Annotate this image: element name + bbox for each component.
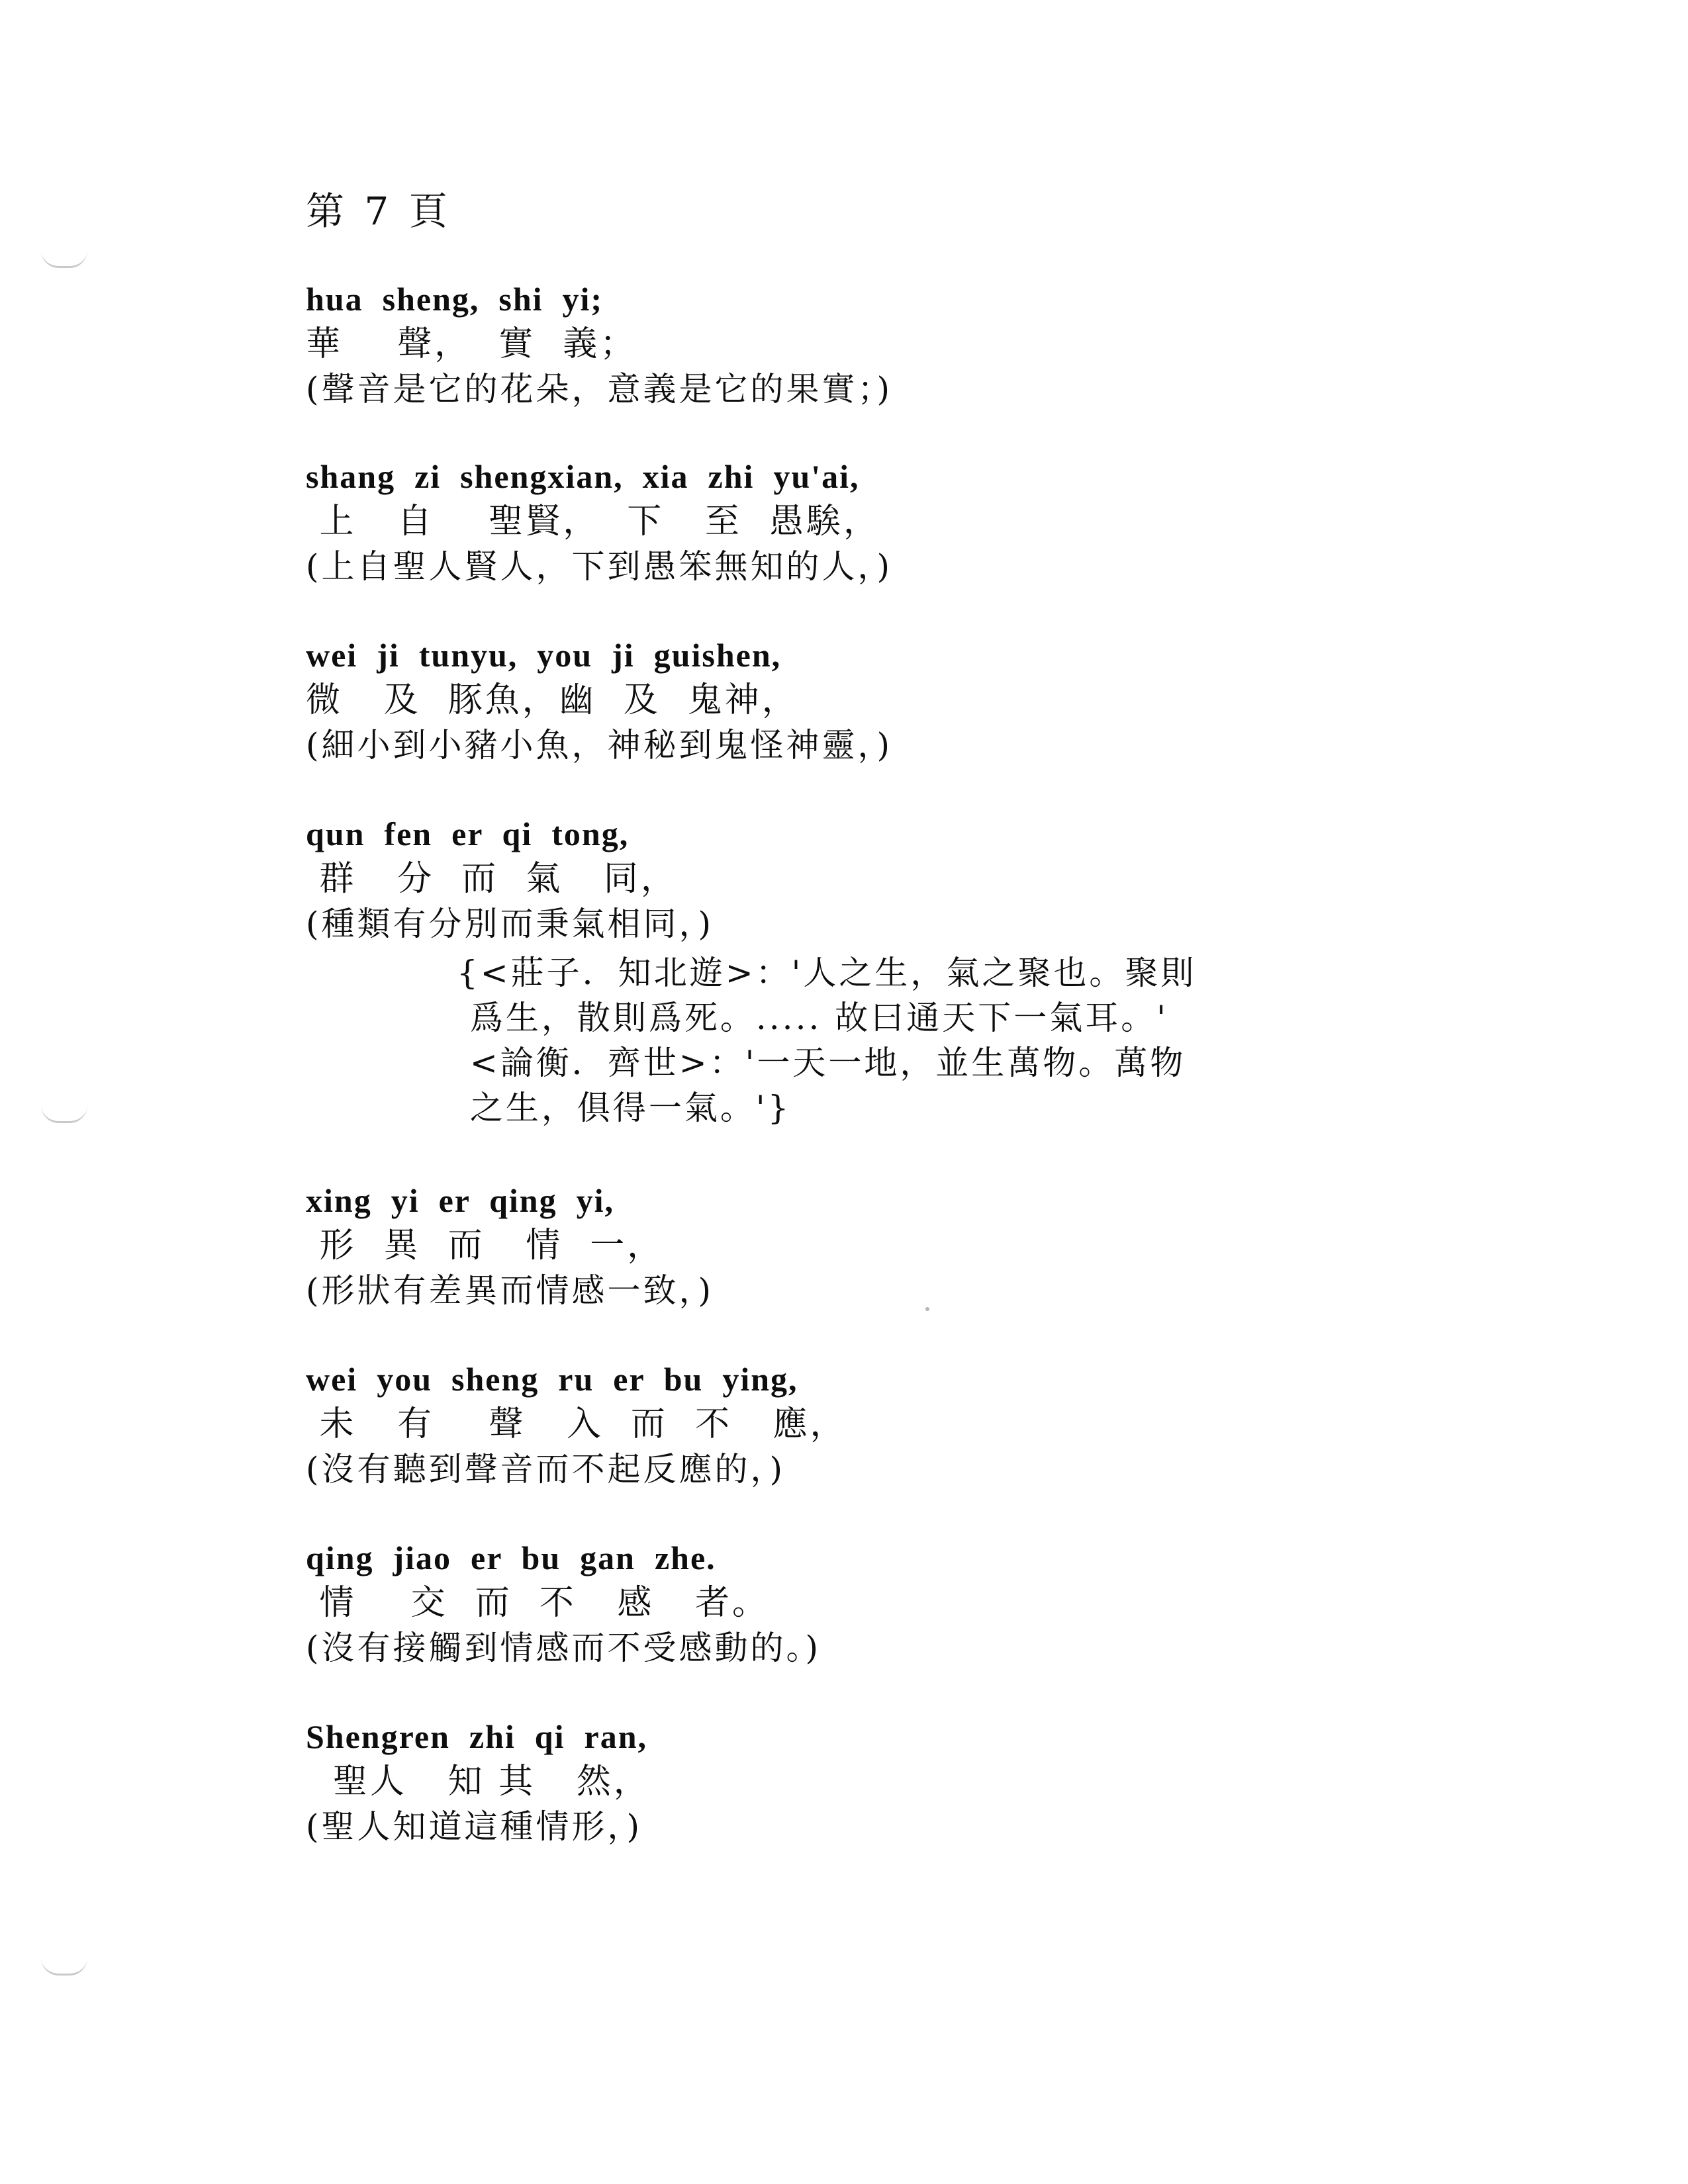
stanza <box>306 454 1497 589</box>
note-line: 爲生，散則爲死。..... 故曰通天下一氣耳。' <box>457 999 1168 1037</box>
translation-line: (上自聖人賢人，下到愚笨無知的人，) <box>306 547 893 586</box>
translation-line: (形狀有差異而情感一致，) <box>306 1271 714 1310</box>
chinese-text-line: 微 及 豚魚，幽 及 鬼神， <box>306 680 799 720</box>
stanza <box>306 1178 1497 1313</box>
chinese-text-line: 群 分 而 氣 同， <box>306 859 678 899</box>
pinyin-line: Shengren zhi qi ran, <box>306 1718 647 1755</box>
chinese-text-line: 上 自 聖賢， 下 至 愚騃， <box>306 502 880 541</box>
stanza <box>306 811 1497 946</box>
note-line: <論衡．齊世>：'一天一地，並生萬物。萬物 <box>457 1044 1186 1082</box>
stanza <box>306 1714 1497 1849</box>
translation-line: (沒有聽到聲音而不起反應的，) <box>306 1450 786 1488</box>
stanza <box>306 1357 1497 1492</box>
pinyin-line: shang zi shengxian, xia zhi yu'ai, <box>306 458 860 495</box>
stanza <box>306 1535 1497 1670</box>
pinyin-line: hua sheng, shi yi; <box>306 281 604 318</box>
punch-hole-mark <box>41 1958 87 1976</box>
pinyin-line: qun fen er qi tong, <box>306 815 630 852</box>
chinese-text-line: 未 有 聲 入 而 不 應， <box>306 1404 847 1444</box>
punch-hole-mark <box>41 250 87 268</box>
chinese-text-line: 情 交 而 不 感 者。 <box>306 1583 769 1623</box>
punch-hole-mark <box>41 1105 87 1123</box>
stanza <box>306 633 1497 768</box>
translation-line: (聲音是它的花朵，意義是它的果實；) <box>306 370 893 408</box>
pinyin-line: xing yi er qing yi, <box>306 1182 614 1219</box>
translation-line: (聖人知道這種情形，) <box>306 1807 643 1846</box>
pinyin-line: qing jiao er bu gan zhe. <box>306 1539 716 1576</box>
chinese-text-line: 形 異 而 情 一， <box>306 1226 665 1265</box>
classical-source-note <box>457 950 1450 1130</box>
pinyin-line: wei you sheng ru er bu ying, <box>306 1361 798 1398</box>
note-line: 之生，俱得一氣。'} <box>457 1089 792 1127</box>
stanza <box>306 277 1497 412</box>
chinese-text-line: 聖人 知 其 然， <box>306 1762 651 1801</box>
translation-line: (種類有分別而秉氣相同，) <box>306 905 714 943</box>
translation-line: (沒有接觸到情感而不受感動的。) <box>306 1629 821 1667</box>
page-number-heading: 第 7 頁 <box>306 189 451 234</box>
pinyin-line: wei ji tunyu, you ji guishen, <box>306 637 782 674</box>
translation-line: (細小到小豬小魚，神秘到鬼怪神靈，) <box>306 726 893 764</box>
note-line: {<莊子．知北遊>：'人之生，氣之聚也。聚則 <box>457 954 1197 992</box>
chinese-text-line: 華 聲， 實 義； <box>306 324 637 364</box>
